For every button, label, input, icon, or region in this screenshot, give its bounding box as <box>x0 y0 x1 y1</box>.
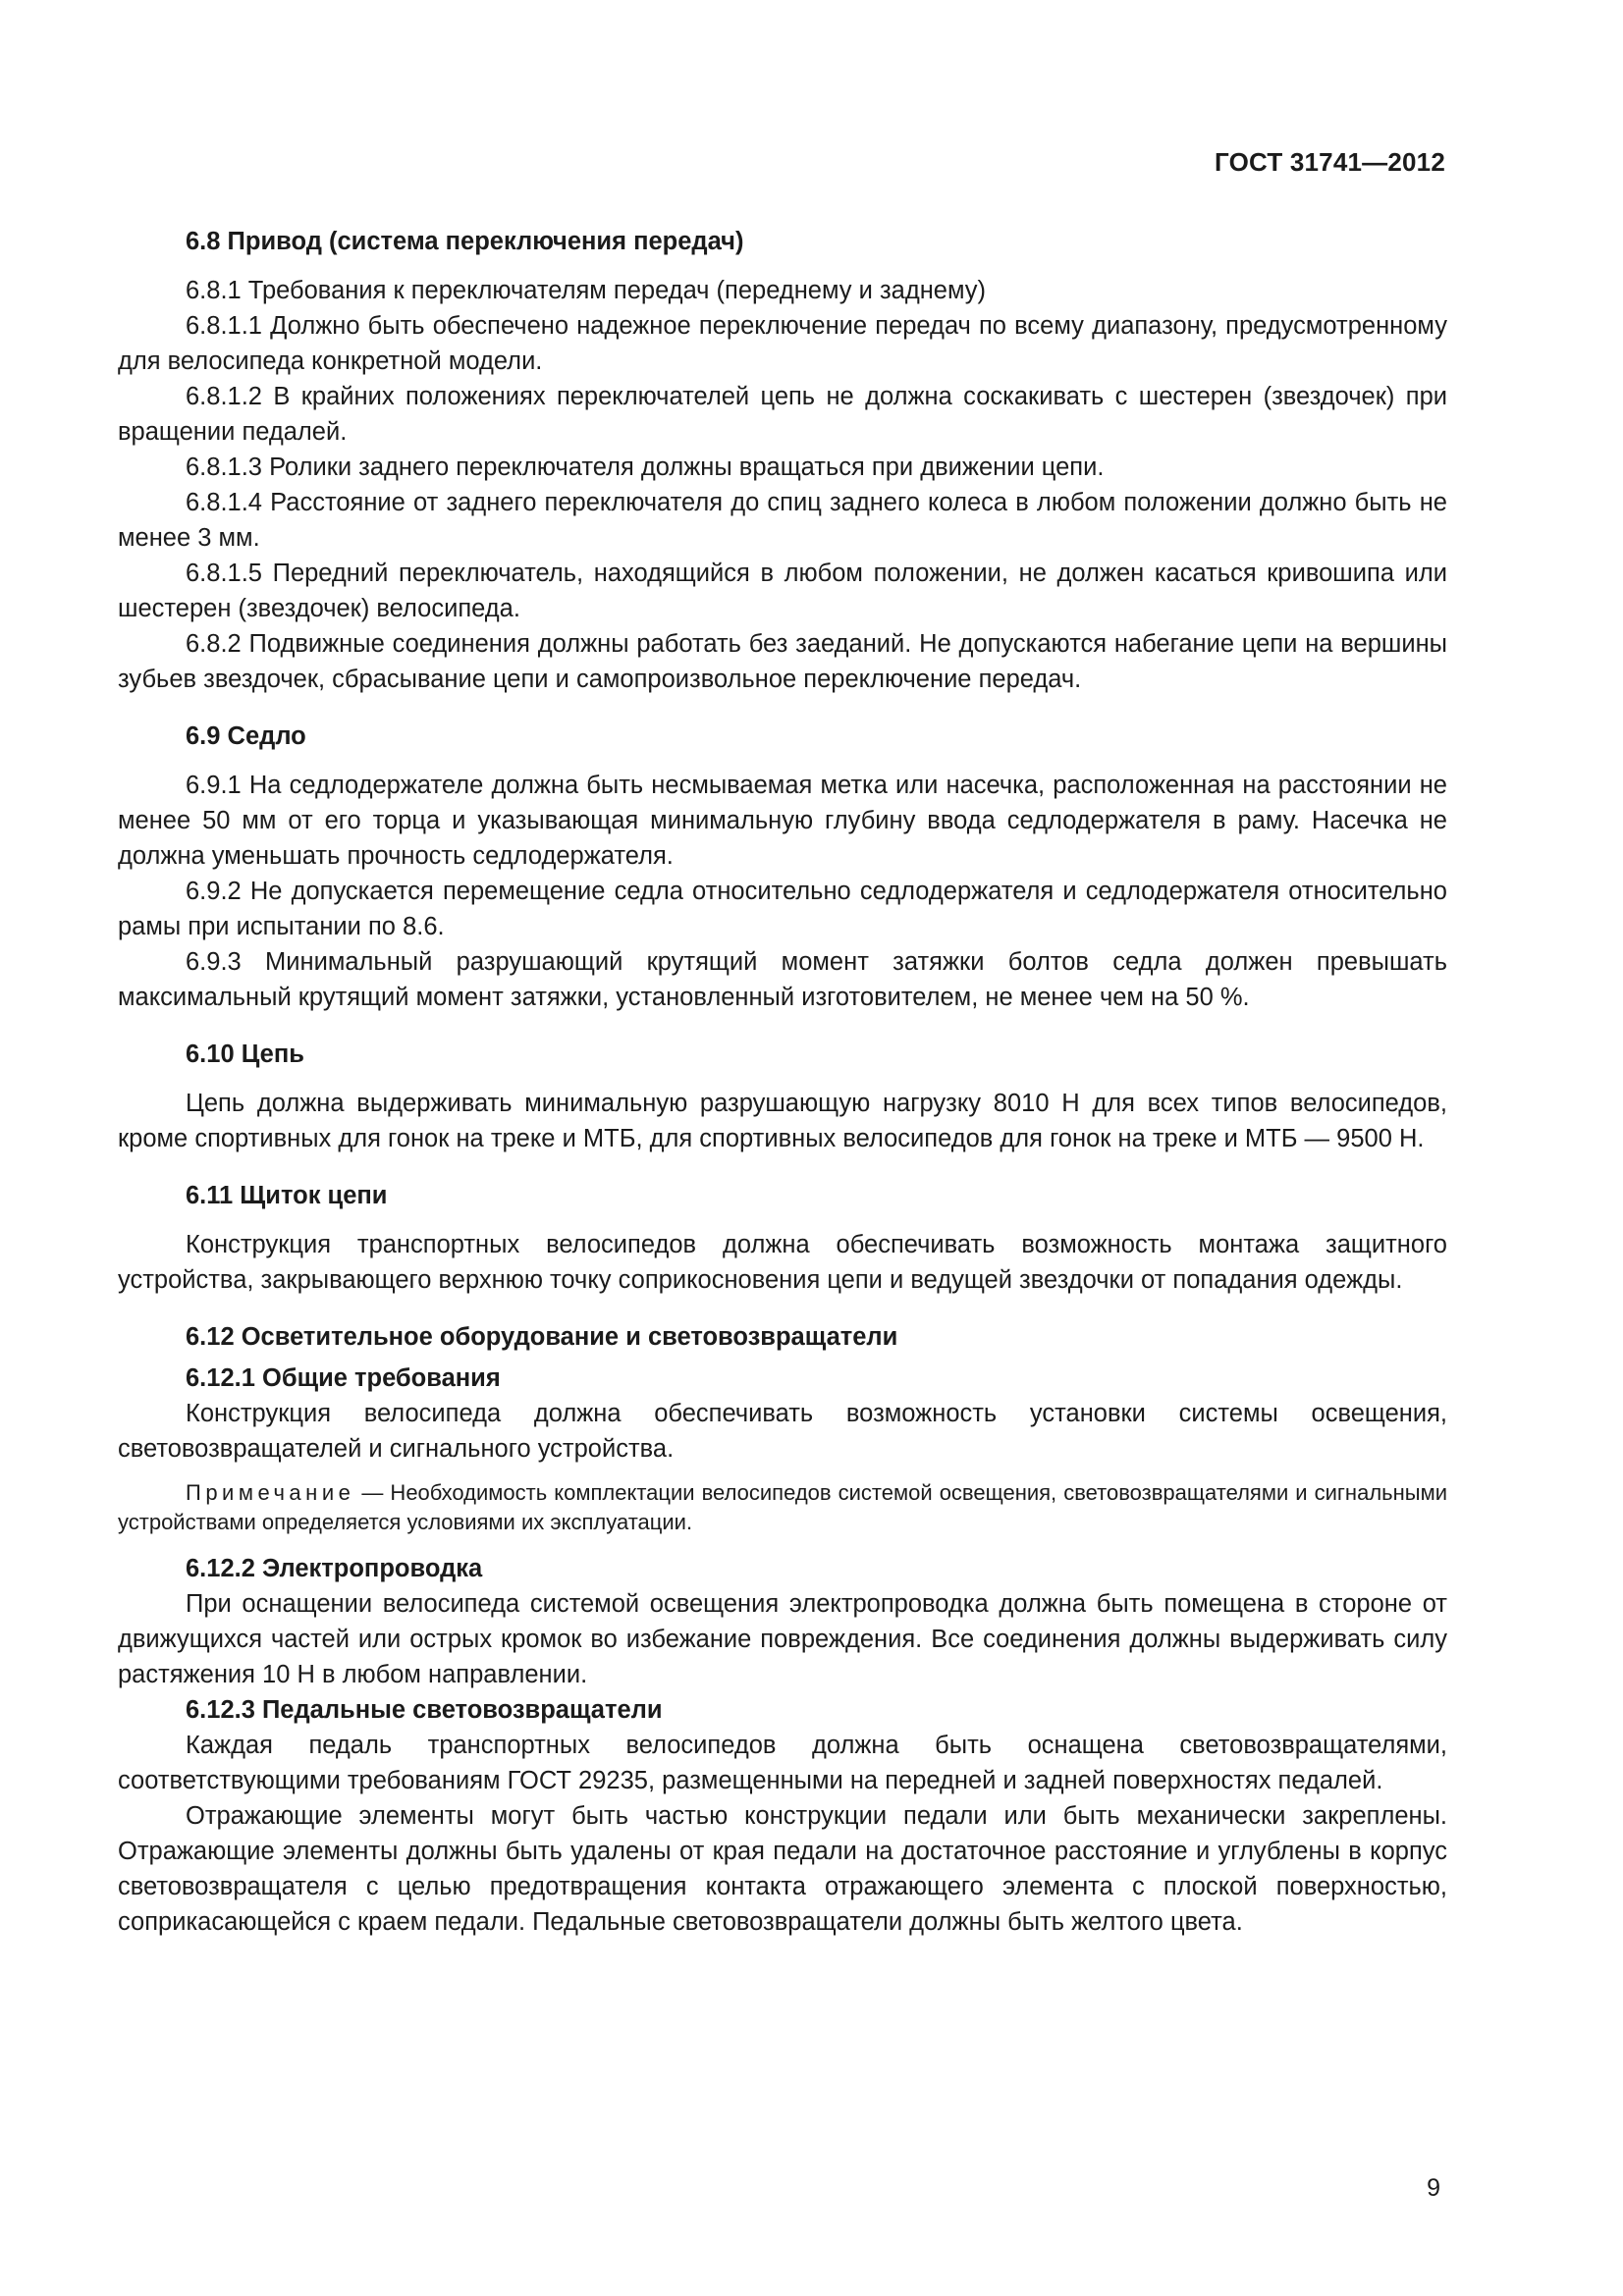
paragraph-6-8-1-4: 6.8.1.4 Расстояние от заднего переключателя до спиц заднего колеса в любом положении должно быть не менее 3 мм. <box>118 489 1447 552</box>
paragraph-6-9-3: 6.9.3 Минимальный разрушающий крутящий момент затяжки болтов седла должен превышать максимальный крутящий момент затяжки, установленный изготовителем, не менее чем на 50 %. <box>118 948 1447 1011</box>
paragraph-6-11: Конструкция транспортных велосипедов должна обеспечивать возможность монтажа защитного устройства, закрывающего верхнюю точку соприкосновения цепи и ведущей звездочки от попадания одежды. <box>118 1231 1447 1294</box>
paragraph-6-12-2: При оснащении велосипеда системой освещения электропроводка должна быть помещена в стороне от движущихся частей или острых кромок во избежание повреждения. Все соединения должны выдерживать силу растяжения 10 Н в любом направлении. <box>118 1590 1447 1688</box>
paragraph-6-12-3-b: Отражающие элементы могут быть частью конструкции педали или быть механически закреплены. Отражающие элементы должны быть удалены от края педали на достаточное расстояние и углублены в корпус световозвращателя с целью предотвращения контакта отражающего элемента с плоской поверхностью, соприкасающейся с краем педали. Педальные световозвращатели должны быть желтого цвета. <box>118 1802 1447 1936</box>
paragraph-6-9-2: 6.9.2 Не допускается перемещение седла относительно седлодержателя и седлодержателя относительно рамы при испытании по 8.6. <box>118 878 1447 940</box>
paragraph-6-12-1: Конструкция велосипеда должна обеспечивать возможность установки системы освещения, световозвращателей и сигнального устройства. <box>118 1400 1447 1463</box>
document-body <box>118 224 1447 1940</box>
standard-designation: ГОСТ 31741—2012 <box>1215 147 1445 177</box>
section-heading-6-9: 6.9 Седло <box>186 722 306 750</box>
subsection-heading-6-12-3: 6.12.3 Педальные световозвращатели <box>186 1696 663 1724</box>
page-number: 9 <box>1427 2174 1440 2202</box>
paragraph-6-8-1-2: 6.8.1.2 В крайних положениях переключателей цепь не должна соскакивать с шестерен (звездочек) при вращении педалей. <box>118 383 1447 446</box>
section-heading-6-8: 6.8 Привод (система переключения передач) <box>186 228 744 255</box>
subsection-heading-6-12-2: 6.12.2 Электропроводка <box>186 1555 483 1582</box>
paragraph-6-12-3-a: Каждая педаль транспортных велосипедов должна быть оснащена световозвращателями, соответствующими требованиям ГОСТ 29235, размещенными на передней и задней поверхностях педалей. <box>118 1732 1447 1794</box>
paragraph-6-8-1-1: 6.8.1.1 Должно быть обеспечено надежное переключение передач по всему диапазону, предусмотренному для велосипеда конкретной модели. <box>118 312 1447 375</box>
paragraph-6-8-1-3: 6.8.1.3 Ролики заднего переключателя должны вращаться при движении цепи. <box>186 454 1105 481</box>
section-heading-6-12: 6.12 Осветительное оборудование и световозвращатели <box>186 1323 898 1351</box>
section-heading-6-11: 6.11 Щиток цепи <box>186 1182 388 1209</box>
paragraph-6-9-1: 6.9.1 На седлодержателе должна быть несмываемая метка или насечка, расположенная на расстоянии не менее 50 мм от его торца и указывающая минимальную глубину ввода седлодержателя в раму. Насечка не должна уменьшать прочность седлодержателя. <box>118 772 1447 870</box>
paragraph-6-8-1-5: 6.8.1.5 Передний переключатель, находящийся в любом положении, не должен касаться кривошипа или шестерен (звездочек) велосипеда. <box>118 560 1447 622</box>
section-heading-6-10: 6.10 Цепь <box>186 1041 304 1068</box>
note-label: Примечание <box>186 1480 355 1505</box>
note <box>118 1478 1447 1537</box>
subsection-heading-6-12-1: 6.12.1 Общие требования <box>186 1364 501 1392</box>
paragraph-6-8-1: 6.8.1 Требования к переключателям передач (переднему и заднему) <box>186 277 987 304</box>
paragraph-6-8-2: 6.8.2 Подвижные соединения должны работать без заеданий. Не допускаются набегание цепи на вершины зубьев звездочек, сбрасывание цепи и самопроизвольное переключение передач. <box>118 630 1447 693</box>
note-text: — Необходимость комплектации велосипедов системой освещения, световозвращателями и сигнальными устройствами определяется условиями их эксплуатации. <box>118 1480 1447 1534</box>
paragraph-6-10: Цепь должна выдерживать минимальную разрушающую нагрузку 8010 Н для всех типов велосипедов, кроме спортивных для гонок на треке и МТБ, для спортивных велосипедов для гонок на треке и МТБ — 9500 Н. <box>118 1090 1447 1152</box>
